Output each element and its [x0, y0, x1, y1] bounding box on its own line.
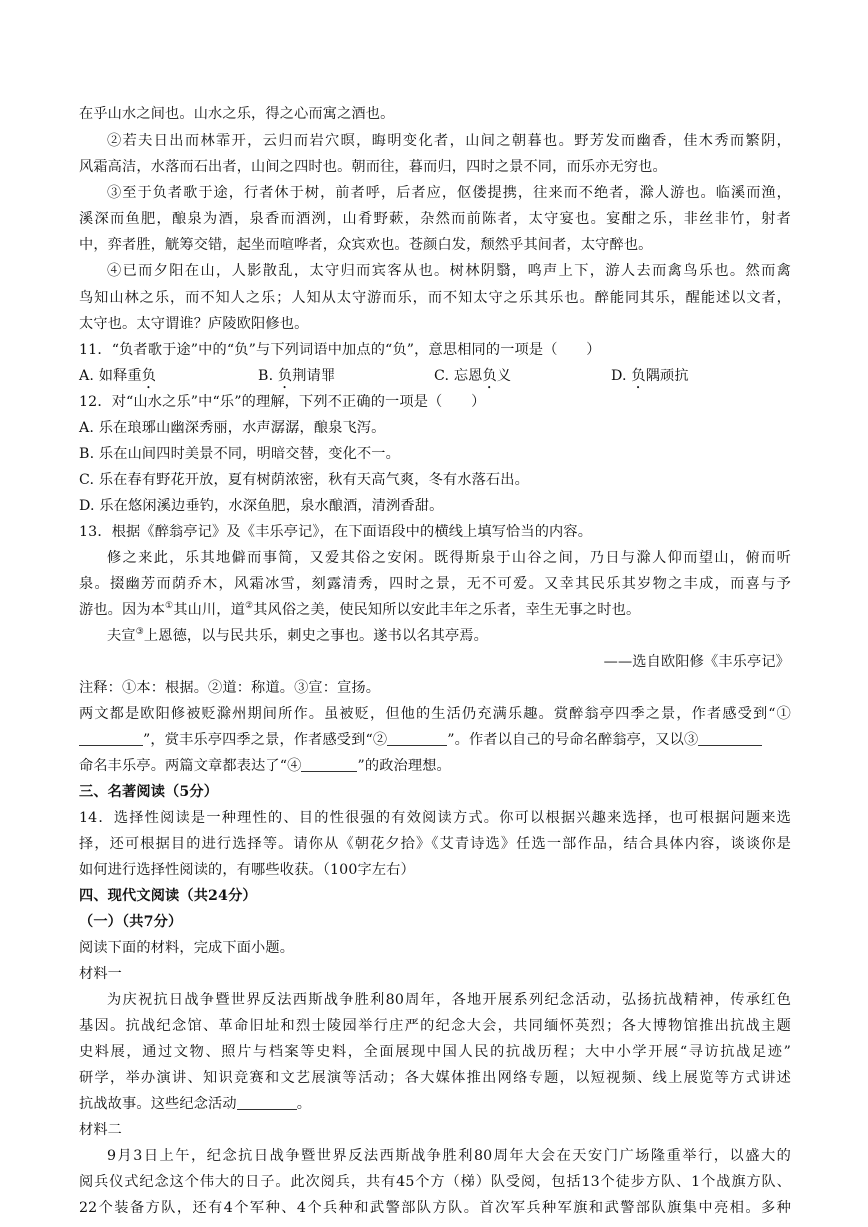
question-11-option-c: C. 忘恩负义 [434, 368, 512, 384]
question-13-stem: 13．根据《醉翁亭记》及《丰乐亭记》，在下面语段中的横线上填写恰当的内容。 [79, 524, 593, 540]
passage-line: 修之来此，乐其地僻而事简，又爱其俗之安闲。既得斯泉于山谷之间，乃日与滁人仰而望山，俯而听 [107, 550, 791, 566]
instruction: 阅读下面的材料，完成下面小题。 [79, 940, 295, 956]
passage-line: 游也。因为本①其山川，道②其风俗之美，使民知所以安此丰年之乐者，幸生无事之时也。 [79, 601, 641, 618]
question-12-stem: 12．对“山水之乐”中“乐”的理解，下列不正确的一项是（ ） [79, 394, 486, 410]
passage-line: 风霜高洁，水落而石出者，山间之四时也。朝而往，暮而归，四时之景不同，而乐亦无穷也。 [79, 159, 667, 175]
material-line: 史料展，通过文物、照片与档案等史料，全面展现中国人民的抗战历程；大中小学开展“寻访抗战足迹” [79, 1044, 791, 1060]
question-11-option-d: D. 负隅顽抗 [611, 368, 689, 384]
material-line: 阅兵仪式纪念这个伟大的日子。此次阅兵，共有45个方（梯）队受阅，包括13个徒步方队、1个战旗方队、 [79, 1174, 791, 1190]
question-11-stem: 11．“负者歌于途”中的“负”与下列词语中加点的“负”，意思相同的一项是（ ） [79, 342, 601, 358]
question-14-line: 择，还可根据目的进行选择等。请你从《朝花夕拾》《艾青诗选》任选一部作品，结合具体内容，谈谈你是 [79, 836, 791, 852]
question-12-option-b: B. 乐在山间四时美景不同，明暗交替，变化不一。 [79, 446, 400, 462]
passage-line: 夫宣③上恩德，以与民共乐，刺史之事也。遂书以名其亭焉。 [107, 627, 489, 644]
source-citation: ——选自欧阳修《丰乐亭记》 [603, 654, 790, 670]
material-line: 9月3日上午，纪念抗日战争暨世界反法西斯战争胜利80周年大会在天安门广场隆重举行，以盛大的 [107, 1148, 791, 1164]
material-line: 基因。抗战纪念馆、革命旧址和烈士陵园举行庄严的纪念大会，共同缅怀英烈；各大博物馆推出抗战主题 [79, 1018, 791, 1034]
passage-line: 溪深而鱼肥，酿泉为酒，泉香而酒洌，山肴野蔌，杂然而前陈者，太守宴也。宴酣之乐，非丝非竹，射者 [79, 211, 791, 227]
fill-in-line: ”，赏丰乐亭四季之景，作者感受到“② ”。作者以自己的号命名醉翁亭，又以③ [79, 730, 762, 750]
question-14-line: 14．选择性阅读是一种理性的、目的性很强的有效阅读方式。你可以根据兴趣来选择，也可根据问题来选 [79, 810, 791, 826]
material-line: 抗战故事。这些纪念活动 。 [79, 1096, 312, 1112]
answer-blank[interactable] [237, 1095, 297, 1110]
footnotes: 注释：①本：根据。②道：称道。③宣：宣扬。 [79, 680, 381, 696]
answer-blank[interactable] [301, 757, 357, 772]
footnote-mark: ① [165, 601, 174, 611]
section-heading: 四、现代文阅读（共24分） [79, 888, 257, 904]
passage-line: 中，弈者胜，觥筹交错，起坐而喧哗者，众宾欢也。苍颜白发，颓然乎其间者，太守醉也。 [79, 237, 653, 253]
material-title: 材料一 [79, 966, 123, 982]
question-12-option-c: C. 乐在春有野花开放，夏有树荫浓密，秋有天高气爽，冬有水落石出。 [79, 472, 529, 488]
passage-line: ④已而夕阳在山，人影散乱，太守归而宾客从也。树林阴翳，鸣声上下，游人去而禽鸟乐也。然而禽 [107, 263, 791, 279]
question-11-option-a: A. 如释重负 [79, 368, 157, 384]
answer-blank[interactable] [79, 731, 143, 746]
footnote-mark: ③ [135, 627, 144, 637]
passage-line: 太守也。太守谓谁？庐陵欧阳修也。 [79, 316, 309, 332]
question-12-option-a: A. 乐在琅琊山幽深秀丽，水声潺潺，酿泉飞泻。 [79, 420, 386, 436]
material-line: 22个装备方队，还有4个军种、4个兵种和武警部队方队。首次军兵种军旗和武警部队旗集中亮相。多种 [79, 1200, 791, 1216]
passage-line: 在乎山水之间也。山水之乐，得之心而寓之酒也。 [79, 106, 395, 122]
section-heading: 三、名著阅读（5分） [79, 784, 219, 800]
fill-in-line: 两文都是欧阳修被贬滁州期间所作。虽被贬，但他的生活仍充满乐趣。赏醉翁亭四季之景，作者感受到“① [79, 706, 791, 722]
material-title: 材料二 [79, 1122, 123, 1138]
fill-in-line: 命名丰乐亭。两篇文章都表达了“④ ”的政治理想。 [79, 758, 451, 774]
material-line: 研学，举办演讲、知识竞赛和文艺展演等活动；各大媒体推出网络专题，以短视频、线上展览等方式讲述 [79, 1070, 791, 1086]
passage-line: 泉。掇幽芳而荫乔木，风霜冰雪，刻露清秀，四时之景，无不可爱。又幸其民乐其岁物之丰成，而喜与予 [79, 576, 791, 592]
material-line: 为庆祝抗日战争暨世界反法西斯战争胜利80周年，各地开展系列纪念活动，弘扬抗战精神，传承红色 [107, 992, 791, 1008]
passage-line: ②若夫日出而林霏开，云归而岩穴暝，晦明变化者，山间之朝暮也。野芳发而幽香，佳木秀而繁阴， [107, 133, 791, 149]
answer-blank[interactable] [698, 731, 762, 746]
question-12-option-d: D. 乐在悠闲溪边垂钓，水深鱼肥，泉水酿酒，清洌香甜。 [79, 498, 444, 514]
question-14-line: 如何进行选择性阅读的，有哪些收获。（100字左右） [79, 862, 415, 878]
answer-blank[interactable] [387, 731, 447, 746]
subsection-heading: （一）（共7分） [79, 914, 183, 930]
footnote-mark: ② [244, 601, 254, 611]
passage-line: ③至于负者歌于途，行者休于树，前者呼，后者应，伛偻提携，往来而不绝者，滁人游也。临溪而渔， [107, 185, 791, 201]
passage-line: 鸟知山林之乐，而不知人之乐；人知从太守游而乐，而不知太守之乐其乐也。醉能同其乐，醒能述以文者， [79, 290, 791, 306]
question-11-option-b: B. 负荆请罪 [258, 368, 336, 384]
